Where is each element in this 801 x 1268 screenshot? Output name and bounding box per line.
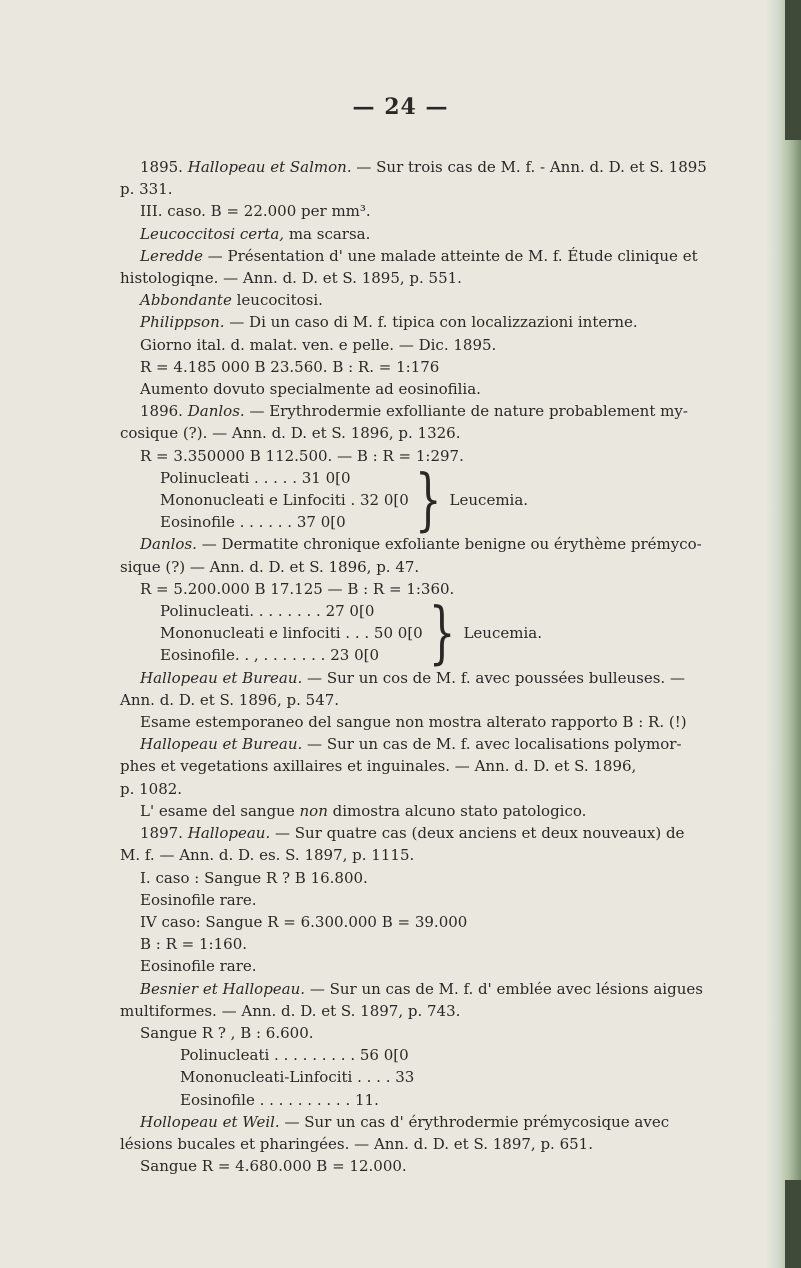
formula-row bbox=[160, 511, 409, 533]
entry-title: — Sur un cos de M. f. avec poussées bulleuses. — bbox=[302, 668, 685, 687]
entry-4-header bbox=[120, 400, 760, 422]
entry-title: — Sur trois cas de M. f. - Ann. d. D. et S. 1895 bbox=[351, 158, 707, 176]
formula-value: 32 0[0 bbox=[360, 491, 409, 510]
entry-author: Hallopeau. bbox=[187, 824, 271, 843]
entry-2-cont: histologiqne. — Ann. d. D. et S. 1895, p. 551. bbox=[120, 269, 462, 288]
diagnosis-term: Abbondante bbox=[140, 291, 232, 310]
entry-1-case: III. caso. B = 22.000 per mm³. bbox=[140, 202, 371, 221]
diagnosis-rest: leucocitosi. bbox=[231, 291, 323, 310]
entry-title: — Sur quatre cas (deux anciens et deux nouveaux) de bbox=[270, 824, 685, 843]
entry-authors: Hallopeau et Bureau. bbox=[140, 735, 303, 754]
entry-author: Danlos. bbox=[187, 402, 245, 421]
entry-8-cont: M. f. — Ann. d. D. es. S. 1897, p. 1115. bbox=[120, 846, 415, 865]
formula-row bbox=[160, 489, 409, 511]
entry-1-cont: p. 331. bbox=[120, 180, 173, 199]
entry-3-note: Aumento dovuto specialmente ad eosinofilia. bbox=[140, 380, 481, 399]
entry-1-header bbox=[120, 156, 760, 178]
entry-title: — Erythrodermie exfolliante de nature probablement my- bbox=[244, 402, 688, 421]
diagnosis-rest: ma scarsa. bbox=[284, 224, 371, 243]
entry-10-cont: lésions bucales et pharingées. — Ann. d. D. et S. 1897, p. 651. bbox=[120, 1134, 593, 1153]
entry-8-case1-note: Eosinofile rare. bbox=[140, 890, 257, 909]
entry-year: 1895. bbox=[140, 158, 183, 176]
entry-8-case4-note: Eosinofile rare. bbox=[140, 957, 257, 976]
document-body bbox=[120, 156, 760, 1177]
entry-year: 1896. bbox=[140, 402, 183, 421]
entry-title: — Sur un cas de M. f. d' emblée avec lésions aigues bbox=[305, 979, 703, 998]
formula-value: 33 bbox=[395, 1068, 415, 1087]
formula-row bbox=[160, 600, 423, 622]
entry-author: Philippson. bbox=[140, 313, 225, 332]
entry-4-blood: R = 3.350000 B 112.500. — B : R = 1:297. bbox=[140, 446, 464, 465]
formula-label: Polinucleati . . . . . . . . . bbox=[180, 1046, 356, 1065]
entry-3-header bbox=[120, 311, 760, 333]
entry-9-blood: Sangue R ? , B : 6.600. bbox=[140, 1023, 314, 1042]
entry-7-note bbox=[120, 800, 760, 822]
entry-title: — Sur un cas de M. f. avec localisations polymor- bbox=[302, 735, 682, 754]
entry-7-header bbox=[120, 733, 760, 755]
entry-5-blood: R = 5.200.000 B 17.125 — B : R = 1:360. bbox=[140, 579, 455, 598]
formula-label: Polinucleati. . . . . . . . bbox=[160, 602, 321, 621]
formula-label: Polinucleati . . . . . bbox=[160, 468, 297, 487]
formula-value: 56 0[0 bbox=[359, 1046, 409, 1065]
entry-1-diagnosis bbox=[120, 223, 760, 245]
entry-8-header bbox=[120, 822, 760, 844]
entry-title: — Di un caso di M. f. tipica con localizzazioni interne. bbox=[224, 313, 638, 332]
entry-4-cont: cosique (?). — Ann. d. D. et S. 1896, p. 1326. bbox=[120, 424, 461, 443]
formula-label: Eosinofile. . , . . . . . . . bbox=[160, 646, 326, 665]
entry-10-blood: Sangue R = 4.680.000 B = 12.000. bbox=[140, 1157, 407, 1176]
formula-row bbox=[160, 467, 409, 489]
formula-label: Eosinofile . . . . . . bbox=[160, 513, 293, 532]
entry-5-cont: sique (?) — Ann. d. D. et S. 1896, p. 47. bbox=[120, 557, 420, 576]
entry-3-blood: R = 4.185 000 B 23.560. B : R. = 1:176 bbox=[140, 357, 440, 376]
formula-row bbox=[180, 1066, 414, 1088]
formula-row bbox=[160, 644, 423, 666]
entry-6-cont: Ann. d. D. et S. 1896, p. 547. bbox=[120, 690, 340, 709]
formula-label: Mononucleati e linfociti . . . bbox=[160, 624, 370, 643]
entry-8-case1: I. caso : Sangue R ? B 16.800. bbox=[140, 868, 368, 887]
note-emphasis: non bbox=[299, 801, 328, 820]
entry-authors: Hollopeau et Weil. bbox=[140, 1112, 280, 1131]
entry-author: Danlos. bbox=[140, 535, 197, 554]
entry-7-cont: phes et vegetations axillaires et inguinales. — Ann. d. D. et S. 1896, bbox=[120, 757, 637, 776]
entry-4-formula bbox=[120, 460, 760, 539]
formula-label: Eosinofile . . . . . . . . . . bbox=[180, 1090, 351, 1109]
formula-row bbox=[180, 1089, 414, 1111]
formula-label: Mononucleati e Linfociti . bbox=[160, 491, 356, 510]
entry-title: — Présentation d' une malade atteinte de M. f. Étude clinique et bbox=[202, 246, 698, 265]
formula-note: Leucemia. bbox=[449, 491, 529, 510]
formula-value: 50 0[0 bbox=[373, 624, 423, 643]
entry-8-case4-ratio: B : R = 1:160. bbox=[140, 935, 248, 954]
note-text: L' esame del sangue bbox=[140, 801, 300, 820]
brace-glyph: } bbox=[414, 460, 442, 539]
entry-authors: Hallopeau et Salmon. bbox=[187, 158, 352, 176]
entry-7-cont: p. 1082. bbox=[120, 779, 183, 798]
entry-10-header bbox=[120, 1111, 760, 1133]
formula-note: Leucemia. bbox=[463, 624, 542, 643]
formula-value: 11. bbox=[355, 1090, 379, 1109]
entry-title: — Sur un cas d' érythrodermie prémycosique avec bbox=[279, 1112, 670, 1131]
formula-value: 37 0[0 bbox=[296, 513, 346, 532]
entry-authors: Besnier et Hallopeau. bbox=[140, 979, 306, 998]
formula-value: 27 0[0 bbox=[325, 602, 375, 621]
entry-2-diagnosis bbox=[120, 289, 760, 311]
diagnosis-term: Leucoccitosi certa, bbox=[140, 224, 285, 243]
entry-author: Leredde bbox=[140, 246, 203, 265]
formula-label: Mononucleati-Linfociti . . . . bbox=[180, 1068, 391, 1087]
entry-2-header bbox=[120, 245, 760, 267]
entry-9-cont: multiformes. — Ann. d. D. et S. 1897, p. 743. bbox=[120, 1001, 461, 1020]
entry-authors: Hallopeau et Bureau. bbox=[140, 668, 303, 687]
formula-row bbox=[180, 1044, 414, 1066]
entry-5-formula bbox=[120, 593, 760, 672]
entry-9-header bbox=[120, 978, 760, 1000]
brace-glyph: } bbox=[428, 593, 456, 672]
entry-title: — Dermatite chronique exfoliante benigne ou érythème prémyco- bbox=[196, 535, 702, 554]
entry-9-formula bbox=[120, 1044, 760, 1111]
formula-value: 23 0[0 bbox=[330, 646, 380, 665]
formula-row bbox=[160, 622, 423, 644]
entry-3-cont: Giorno ital. d. malat. ven. e pelle. — Dic. 1895. bbox=[140, 335, 497, 354]
entry-6-note: Esame estemporaneo del sangue non mostra alterato rapporto B : R. (!) bbox=[140, 713, 687, 732]
note-text: dimostra alcuno stato patologico. bbox=[327, 801, 587, 820]
entry-8-case4: IV caso: Sangue R = 6.300.000 B = 39.000 bbox=[140, 912, 468, 931]
page-number: — 24 — bbox=[352, 94, 449, 120]
formula-value: 31 0[0 bbox=[301, 468, 351, 487]
entry-year: 1897. bbox=[140, 824, 183, 843]
